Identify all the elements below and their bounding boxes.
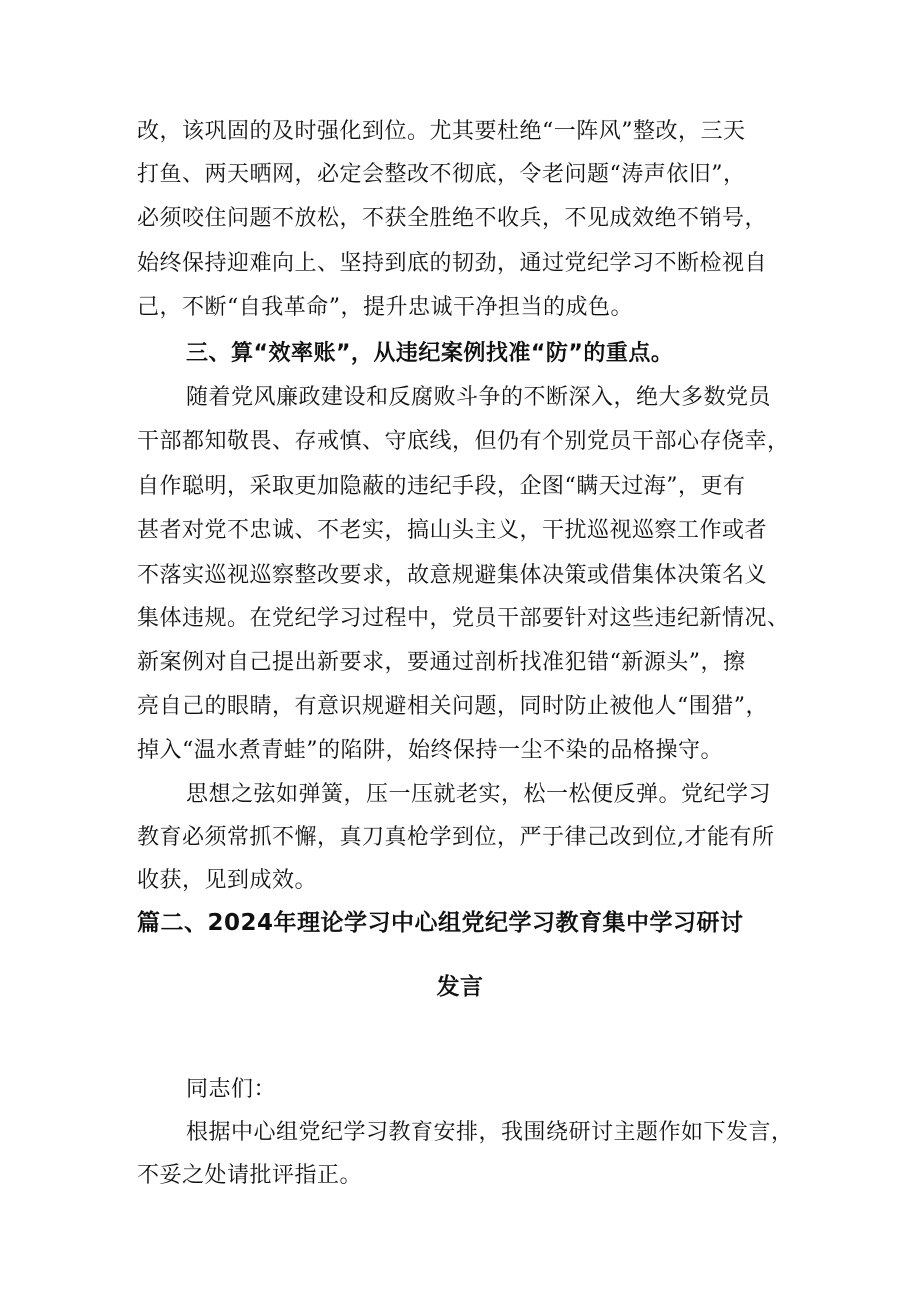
text-line: 收获，见到成效。 xyxy=(137,868,318,893)
salutation: 同志们： xyxy=(186,1077,277,1102)
text-line: 改，该巩固的及时强化到位。尤其要杜绝“一阵风”整改，三天 xyxy=(137,119,746,144)
text-line: 干部都知敬畏、存戒慎、守底线，但仍有个别党员干部心存侥幸， xyxy=(137,429,790,454)
text-line: 集体违规。在党纪学习过程中，党员干部要针对这些违纪新情况、 xyxy=(137,606,790,631)
section-heading: 三、算“效率账”，从违纪案例找准“防”的重点。 xyxy=(186,341,674,366)
section-title-continuation: 发言 xyxy=(436,974,484,1000)
section-title: 篇二、2024年理论学习中心组党纪学习教育集中学习研讨 xyxy=(137,910,744,936)
text-line: 教育必须常抓不懈，真刀真枪学到位，严于律己改到位,才能有所 xyxy=(137,825,775,850)
text-line: 不妥之处请批评指正。 xyxy=(137,1163,363,1188)
text-line: 新案例对自己提出新要求，要通过剖析找准犯错“新源头”，擦 xyxy=(137,650,746,675)
text-line: 不落实巡视巡察整改要求，故意规避集体决策或借集体决策名义 xyxy=(137,563,768,588)
text-line: 甚者对党不忠诚、不老实，搞山头主义，干扰巡视巡察工作或者 xyxy=(137,518,768,543)
text-line: 思想之弦如弹簧，压一压就老实，松一松便反弹。党纪学习 xyxy=(186,782,772,807)
text-line: 打鱼、两天晒网，必定会整改不彻底，令老问题“涛声依旧”， xyxy=(137,162,746,187)
text-line: 掉入“温水煮青蛙”的陷阱，始终保持一尘不染的品格操守。 xyxy=(137,738,723,763)
text-line: 必须咬住问题不放松，不获全胜绝不收兵，不见成效绝不销号， xyxy=(137,206,768,231)
text-line: 始终保持迎难向上、坚持到底的韧劲，通过党纪学习不断检视自 xyxy=(137,251,768,276)
text-line: 随着党风廉政建设和反腐败斗争的不断深入，绝大多数党员 xyxy=(186,385,772,410)
text-line: 自作聪明，采取更加隐蔽的违纪手段，企图“瞒天过海”，更有 xyxy=(137,474,746,499)
text-line: 根据中心组党纪学习教育安排，我围绕研讨主题作如下发言， xyxy=(186,1120,794,1145)
text-line: 己，不断“自我革命”，提升忠诚干净担当的成色。 xyxy=(137,295,633,320)
text-line: 亮自己的眼睛，有意识规避相关问题，同时防止被他人“围猎”， xyxy=(137,694,768,719)
